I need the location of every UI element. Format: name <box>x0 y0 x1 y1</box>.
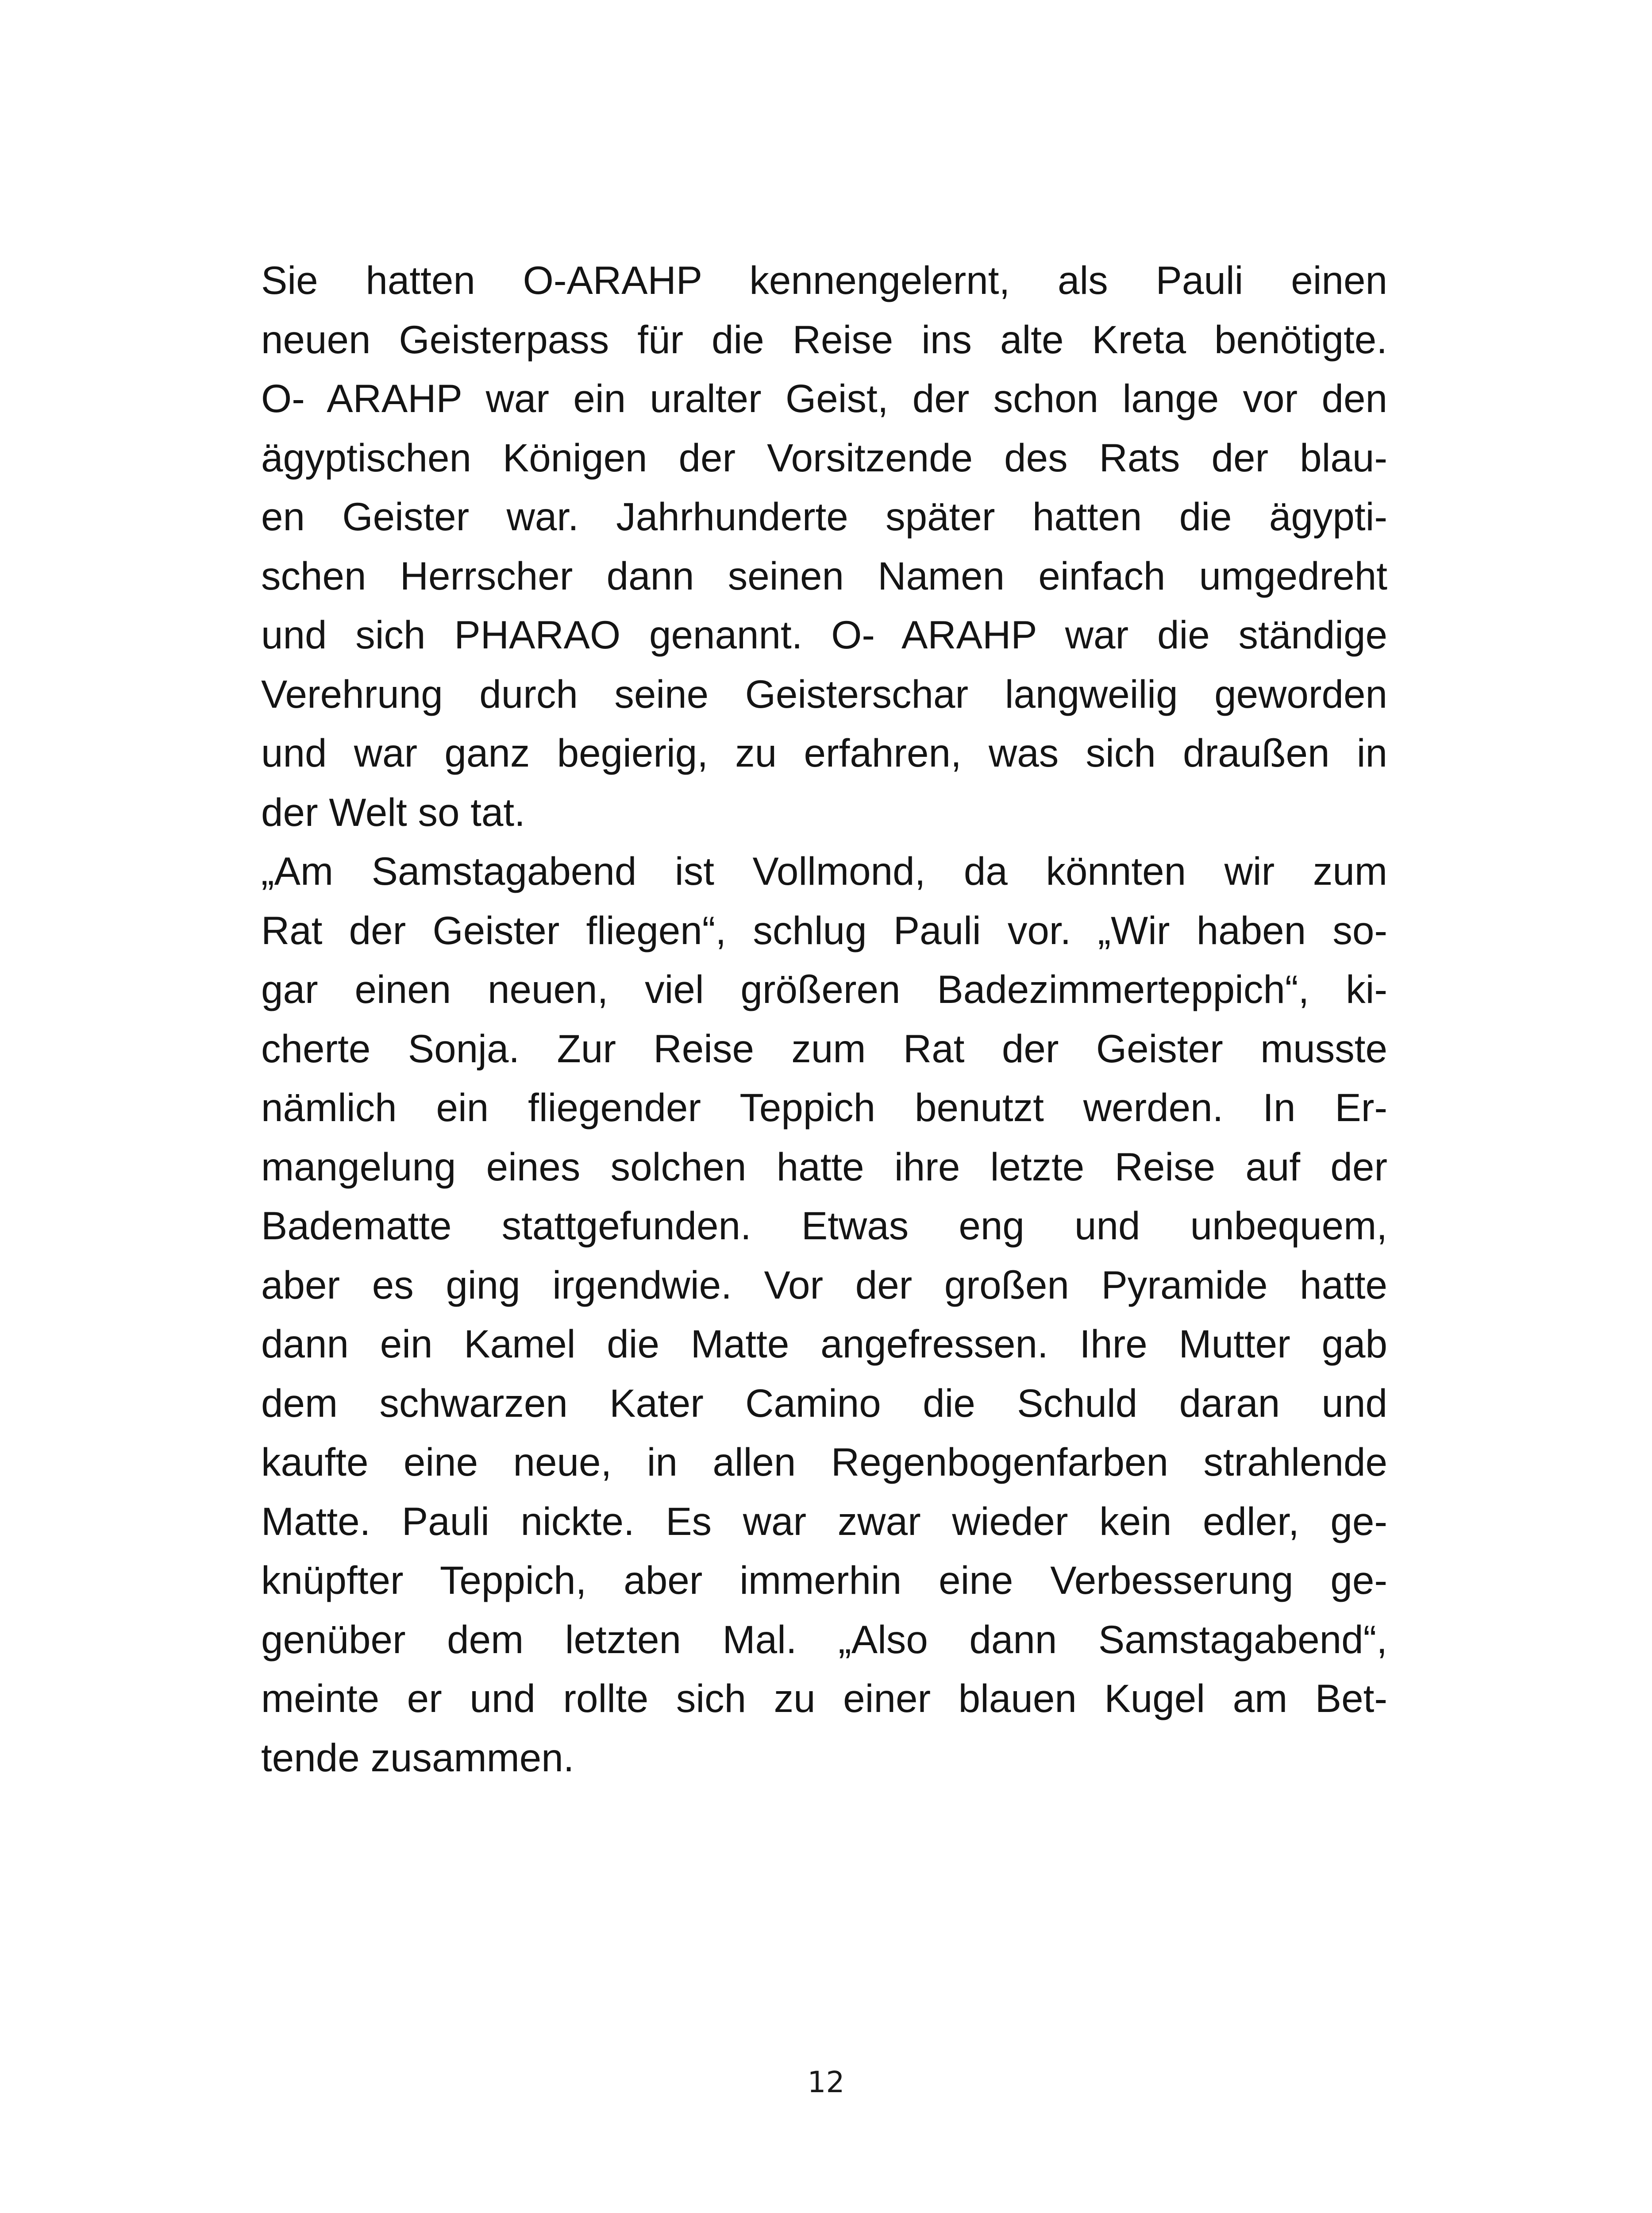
text-line: aber es ging irgendwie. Vor der großen Pyramide hatte <box>261 1262 1387 1307</box>
text-line: Badematte stattgefunden. Etwas eng und unbequem, <box>261 1203 1387 1248</box>
text-line: O- ARAHP war ein uralter Geist, der schon lange vor den <box>261 376 1387 420</box>
text-line: Verehrung durch seine Geisterschar langweilig geworden <box>261 671 1387 716</box>
text-line: nämlich ein fliegender Teppich benutzt werden. In Er- <box>261 1085 1387 1130</box>
text-line: Matte. Pauli nickte. Es war zwar wieder kein edler, ge- <box>261 1499 1387 1543</box>
text-line: genüber dem letzten Mal. „Also dann Samstagabend“, <box>261 1617 1387 1662</box>
text-line: der Welt so tat. <box>261 790 525 834</box>
text-line: dann ein Kamel die Matte angefressen. Ihre Mutter gab <box>261 1322 1387 1366</box>
text-line: dem schwarzen Kater Camino die Schuld daran und <box>261 1380 1387 1425</box>
text-line: Rat der Geister fliegen“, schlug Pauli vor. „Wir haben so- <box>261 908 1387 952</box>
text-line: tende zusammen. <box>261 1735 574 1780</box>
text-line: und sich PHARAO genannt. O- ARAHP war die ständige <box>261 613 1387 657</box>
text-line: „Am Samstagabend ist Vollmond, da könnten wir zum <box>261 849 1387 893</box>
page-number: 12 <box>807 2065 845 2099</box>
body-text <box>261 251 1387 1787</box>
text-line: schen Herrscher dann seinen Namen einfach umgedreht <box>261 553 1387 598</box>
text-line: cherte Sonja. Zur Reise zum Rat der Geister musste <box>261 1026 1387 1071</box>
text-line: Sie hatten O-ARAHP kennengelernt, als Pauli einen <box>261 258 1387 302</box>
text-line: meinte er und rollte sich zu einer blauen Kugel am Bet- <box>261 1676 1387 1720</box>
text-line: und war ganz begierig, zu erfahren, was sich draußen in <box>261 731 1387 775</box>
text-line: ägyptischen Königen der Vorsitzende des Rats der blau- <box>261 435 1387 480</box>
text-line: en Geister war. Jahrhunderte später hatten die ägypti- <box>261 494 1387 539</box>
text-line: mangelung eines solchen hatte ihre letzte Reise auf der <box>261 1144 1387 1189</box>
text-line: gar einen neuen, viel größeren Badezimmerteppich“, ki- <box>261 967 1387 1011</box>
text-line: kaufte eine neue, in allen Regenbogenfarben strahlende <box>261 1440 1387 1484</box>
text-line: knüpfter Teppich, aber immerhin eine Verbesserung ge- <box>261 1558 1387 1602</box>
text-line: neuen Geisterpass für die Reise ins alte Kreta benötigte. <box>261 317 1387 362</box>
